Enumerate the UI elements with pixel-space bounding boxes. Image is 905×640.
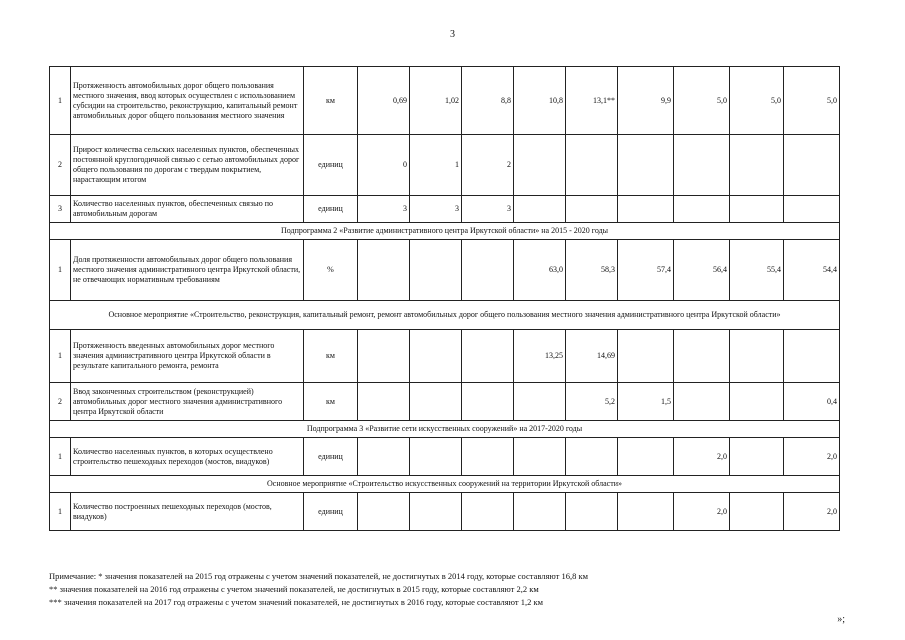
row-number: 1: [50, 330, 71, 383]
value-cell: [618, 196, 674, 223]
indicator-name: Количество построенных пешеходных переходов (мостов, виадуков): [71, 493, 304, 531]
value-cell: 57,4: [618, 240, 674, 301]
value-cell: [730, 135, 784, 196]
value-cell: 5,0: [730, 67, 784, 135]
unit-cell: км: [304, 330, 358, 383]
value-cell: [410, 383, 462, 421]
unit-cell: %: [304, 240, 358, 301]
value-cell: [410, 330, 462, 383]
value-cell: 63,0: [514, 240, 566, 301]
row-number: 1: [50, 67, 71, 135]
value-cell: [730, 196, 784, 223]
value-cell: 5,0: [674, 67, 730, 135]
row-number: 1: [50, 493, 71, 531]
footnote-2: ** значения показателей на 2016 год отражены с учетом значений показателей, не достигнутых в 2015 году, которые составляют 2,2 км: [49, 584, 539, 594]
value-cell: [674, 330, 730, 383]
value-cell: [566, 493, 618, 531]
closing-mark: »;: [837, 614, 845, 625]
unit-cell: км: [304, 383, 358, 421]
value-cell: [618, 493, 674, 531]
unit-cell: единиц: [304, 135, 358, 196]
value-cell: 3: [462, 196, 514, 223]
value-cell: [514, 493, 566, 531]
row-number: 1: [50, 240, 71, 301]
value-cell: [730, 493, 784, 531]
value-cell: [358, 240, 410, 301]
page-number: 3: [450, 29, 455, 40]
value-cell: 14,69: [566, 330, 618, 383]
table-row: [50, 196, 840, 223]
value-cell: 5,2: [566, 383, 618, 421]
table-row: [50, 67, 840, 135]
section-row: [50, 421, 840, 438]
row-number: 2: [50, 135, 71, 196]
value-cell: 2,0: [784, 493, 840, 531]
value-cell: [358, 330, 410, 383]
footnotes: [49, 570, 869, 609]
row-number: 3: [50, 196, 71, 223]
value-cell: [784, 135, 840, 196]
value-cell: [462, 493, 514, 531]
value-cell: 2: [462, 135, 514, 196]
indicator-name: Количество населенных пунктов, обеспеченных связью по автомобильным дорогам: [71, 196, 304, 223]
value-cell: [514, 383, 566, 421]
value-cell: [784, 196, 840, 223]
unit-cell: км: [304, 67, 358, 135]
value-cell: [674, 383, 730, 421]
row-number: 1: [50, 438, 71, 476]
section-title: Подпрограмма 3 «Развитие сети искусственных сооружений» на 2017-2020 годы: [50, 421, 840, 438]
value-cell: [410, 493, 462, 531]
value-cell: 13,25: [514, 330, 566, 383]
indicator-name: Количество населенных пунктов, в которых осуществлено строительство пешеходных переходов (мостов, виадуков): [71, 438, 304, 476]
value-cell: 55,4: [730, 240, 784, 301]
indicators-table: [49, 66, 840, 531]
section-title: Основное мероприятие «Строительство искусственных сооружений на территории Иркутской области»: [50, 476, 840, 493]
table-row: [50, 438, 840, 476]
value-cell: 1,5: [618, 383, 674, 421]
value-cell: [674, 196, 730, 223]
footnote-3: *** значения показателей на 2017 год отражены с учетом значений показателей, не достигнутых в 2016 году, которые составляют 1,2 км: [49, 597, 543, 607]
value-cell: 1: [410, 135, 462, 196]
section-row: [50, 476, 840, 493]
value-cell: 0,69: [358, 67, 410, 135]
value-cell: [358, 493, 410, 531]
value-cell: [514, 135, 566, 196]
value-cell: 54,4: [784, 240, 840, 301]
value-cell: 10,8: [514, 67, 566, 135]
row-number: 2: [50, 383, 71, 421]
value-cell: [618, 330, 674, 383]
value-cell: 2,0: [784, 438, 840, 476]
section-row: [50, 223, 840, 240]
unit-cell: единиц: [304, 196, 358, 223]
table-row: [50, 493, 840, 531]
value-cell: [358, 383, 410, 421]
indicator-name: Доля протяженности автомобильных дорог общего пользования местного значения административного центра Иркутской области, не отвечающих нормативным требованиям: [71, 240, 304, 301]
indicator-name: Протяженность введенных автомобильных дорог местного значения административного центра Иркутской области в результате капитального ремонта, ремонта: [71, 330, 304, 383]
value-cell: [514, 196, 566, 223]
value-cell: 56,4: [674, 240, 730, 301]
value-cell: 5,0: [784, 67, 840, 135]
value-cell: [566, 135, 618, 196]
value-cell: [566, 196, 618, 223]
table-row: [50, 240, 840, 301]
value-cell: [566, 438, 618, 476]
section-title: Подпрограмма 2 «Развитие административного центра Иркутской области» на 2015 - 2020 годы: [50, 223, 840, 240]
unit-cell: единиц: [304, 438, 358, 476]
value-cell: [462, 240, 514, 301]
footnote-1: Примечание: * значения показателей на 2015 год отражены с учетом значений показателей, не достигнутых в 2014 году, которые составляют 16,8 км: [49, 571, 589, 581]
value-cell: 58,3: [566, 240, 618, 301]
value-cell: [410, 240, 462, 301]
value-cell: [358, 438, 410, 476]
value-cell: 1,02: [410, 67, 462, 135]
value-cell: 3: [358, 196, 410, 223]
value-cell: [618, 135, 674, 196]
section-title: Основное мероприятие «Строительство, реконструкция, капитальный ремонт, ремонт автомобильных дорог общего пользования местного значения административного центра Иркутской области»: [50, 301, 840, 330]
value-cell: 9,9: [618, 67, 674, 135]
value-cell: 2,0: [674, 438, 730, 476]
value-cell: 3: [410, 196, 462, 223]
value-cell: [730, 330, 784, 383]
indicator-name: Ввод законченных строительством (реконструкцией) автомобильных дорог местного значения административного центра Иркутской области: [71, 383, 304, 421]
table-row: [50, 330, 840, 383]
value-cell: [462, 330, 514, 383]
indicator-name: Протяженность автомобильных дорог общего пользования местного значения, ввод которых осуществлен с использованием субсидии на строительство, реконструкцию, капитальный ремонт автомобильных дорог общего пользования местного значения: [71, 67, 304, 135]
value-cell: [410, 438, 462, 476]
value-cell: [674, 135, 730, 196]
table-row: [50, 135, 840, 196]
value-cell: [618, 438, 674, 476]
value-cell: [730, 383, 784, 421]
unit-cell: единиц: [304, 493, 358, 531]
section-row: [50, 301, 840, 330]
indicator-name: Прирост количества сельских населенных пунктов, обеспеченных постоянной круглогодичной связью с сетью автомобильных дорог общего пользования по дорогам с твердым покрытием, нарастающим итогом: [71, 135, 304, 196]
value-cell: 0: [358, 135, 410, 196]
value-cell: 13,1**: [566, 67, 618, 135]
value-cell: [730, 438, 784, 476]
table-row: [50, 383, 840, 421]
value-cell: 8,8: [462, 67, 514, 135]
value-cell: [784, 330, 840, 383]
value-cell: [514, 438, 566, 476]
value-cell: 0,4: [784, 383, 840, 421]
value-cell: [462, 383, 514, 421]
value-cell: [462, 438, 514, 476]
value-cell: 2,0: [674, 493, 730, 531]
